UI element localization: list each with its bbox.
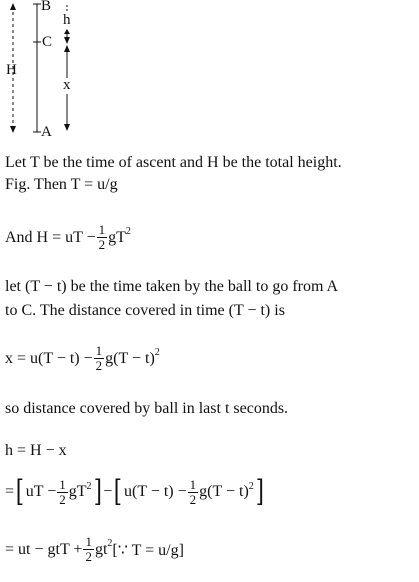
eq4-f2-num: 1: [189, 476, 197, 492]
eq1-lhs: And H = uT −: [5, 228, 96, 246]
eq4-close-bracket-1: ]: [93, 474, 102, 509]
eq4-open-bracket-1: [: [15, 474, 24, 509]
h-total-arrow-down: [10, 126, 16, 133]
motion-diagram: [0, 0, 120, 145]
text-line-3: let (T − t) be the time taken by the ball to go from A: [5, 278, 339, 295]
eq4-term-b: [68, 480, 92, 501]
eq4-f2-den: 2: [189, 491, 197, 507]
equation-h-total: [5, 223, 131, 263]
label-total-height: H: [6, 62, 17, 78]
eq4-open-bracket-2: [: [114, 474, 123, 509]
text-line-5: so distance covered by ball in last t seconds.: [5, 400, 289, 417]
equation-result: [5, 535, 184, 575]
eq2-frac-num: 1: [95, 343, 103, 358]
eq5-fraction: [83, 535, 94, 564]
eq5-term-a: = ut − gtT +: [5, 540, 83, 558]
text-line-1: Let T be the time of ascent and H be the total height.: [5, 154, 342, 171]
eq5-term-c: [∵ T = u/g]: [112, 541, 184, 559]
text-line-4: to C. The distance covered in time (T − t) is: [5, 302, 285, 319]
eq5-frac-num: 1: [85, 534, 92, 549]
eq4-term-d-sup: 2: [248, 480, 254, 492]
eq4-term-c: u(T − t) −: [124, 483, 187, 500]
h-arrow-down: [64, 37, 70, 44]
eq2-tail-text: g(T − t): [105, 349, 155, 367]
label-x: x: [63, 77, 71, 93]
eq1-sup: 2: [125, 226, 131, 238]
eq5-frac-den: 2: [85, 549, 92, 564]
eq2-sup: 2: [154, 347, 160, 359]
eq4-term-b-sup: 2: [86, 480, 92, 492]
eq5-term-b: [95, 540, 112, 558]
eq4-fraction-1: [57, 478, 68, 507]
eq2-fraction: [94, 344, 105, 373]
eq5-term-b-sup: 2: [107, 538, 113, 550]
eq1-frac-den: 2: [98, 237, 106, 252]
eq1-tail-text: gT: [108, 228, 126, 246]
equation-expansion: [5, 474, 265, 517]
equation-h-diff: h = H − x: [5, 442, 67, 459]
x-arrow-up: [64, 45, 70, 52]
equation-x: [5, 344, 160, 384]
eq1-tail: [108, 228, 131, 246]
eq5-term-b-text: gt: [94, 540, 108, 558]
eq4-term-d: [199, 480, 254, 501]
eq2-lhs: x = u(T − t) −: [5, 349, 93, 367]
eq2-frac-den: 2: [95, 358, 103, 373]
h-total-arrow-up: [10, 3, 16, 10]
text-line-2: Fig. Then T = u/g: [5, 176, 118, 193]
label-c: C: [42, 34, 53, 50]
eq4-fraction-2: [188, 478, 199, 507]
diagram-lines: [0, 0, 120, 145]
eq4-f1-num: 1: [59, 476, 66, 492]
label-h: h: [63, 12, 71, 28]
eq1-frac-num: 1: [98, 222, 106, 237]
eq4-f1-den: 2: [59, 491, 66, 507]
label-a: A: [41, 124, 52, 140]
eq4-minus: −: [103, 483, 113, 500]
eq4-term-a: uT −: [25, 483, 57, 500]
h-arrow-up: [64, 29, 70, 34]
x-arrow-down: [64, 124, 70, 131]
eq4-close-bracket-2: ]: [255, 474, 264, 509]
eq4-term-d-text: g(T − t): [199, 483, 249, 501]
label-b: B: [41, 0, 52, 14]
eq1-fraction: [97, 223, 108, 252]
eq4-term-b-text: gT: [68, 483, 87, 501]
eq2-tail: [105, 349, 160, 367]
eq4-equals: =: [5, 483, 15, 500]
